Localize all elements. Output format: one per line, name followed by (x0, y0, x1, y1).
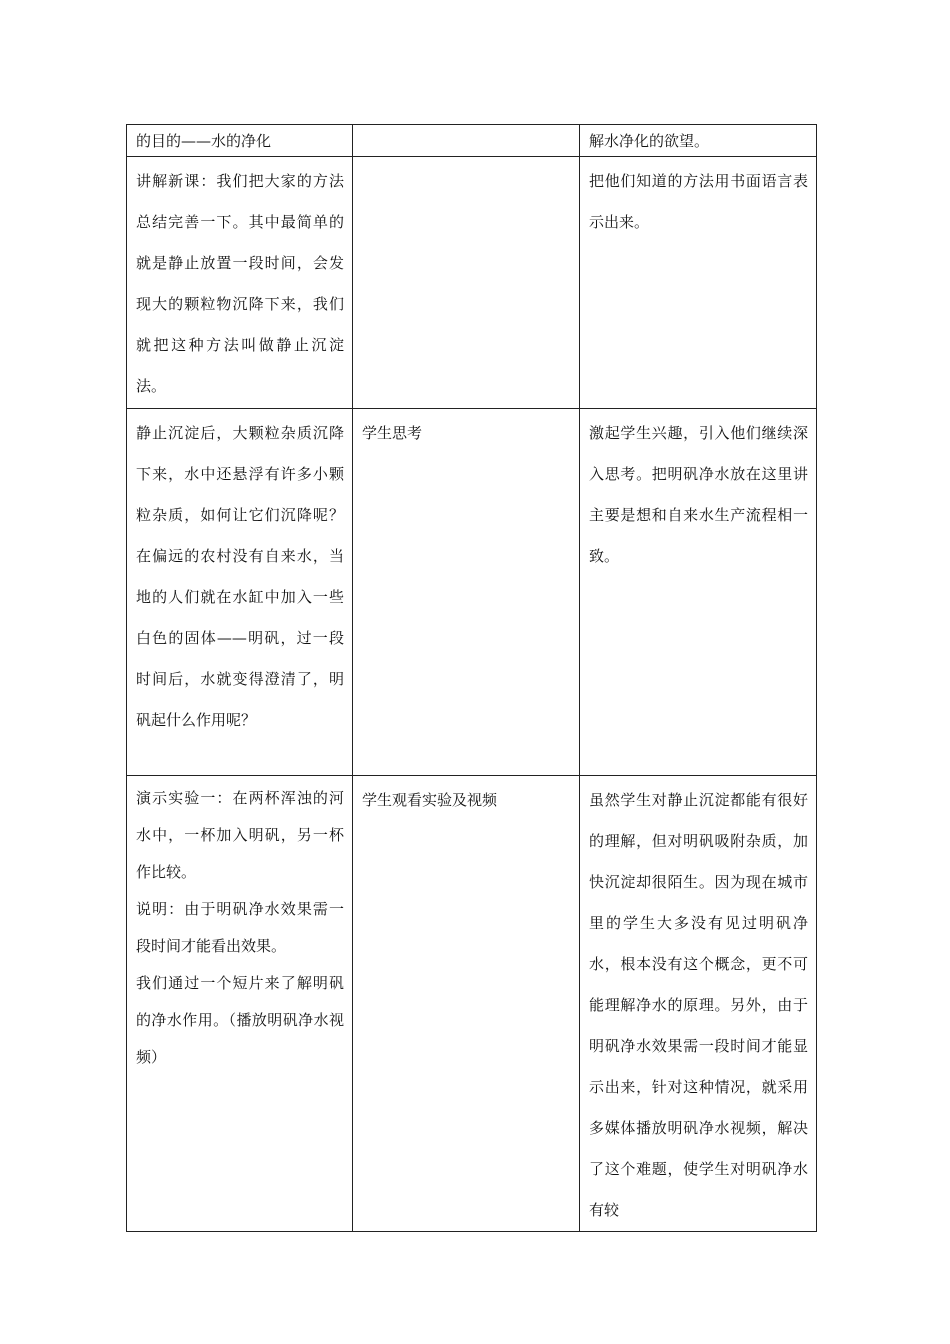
student-activity-cell (353, 776, 580, 1232)
lesson-plan-table (126, 124, 817, 1232)
design-intent-cell (580, 125, 817, 157)
cell-text: 激起学生兴趣，引入他们继续深入思考。把明矾净水放在这里讲主要是想和自来水生产流程相一致。 (589, 424, 808, 565)
design-intent-cell (580, 776, 817, 1232)
design-intent-cell (580, 409, 817, 776)
table-row (127, 409, 817, 776)
cell-paragraph: 说明：由于明矾净水效果需一段时间才能看出效果。 (136, 900, 344, 955)
teacher-activity-cell (127, 776, 353, 1232)
cell-text: 解水净化的欲望。 (589, 132, 710, 150)
student-activity-cell (353, 157, 580, 409)
cell-paragraph: 我们通过一个短片来了解明矾的净水作用。（播放明矾净水视频） (136, 974, 344, 1066)
cell-text: 的目的——水的净化 (136, 132, 272, 150)
table-row (127, 125, 817, 157)
teacher-activity-cell (127, 409, 353, 776)
cell-text: 讲解新课：我们把大家的方法总结完善一下。其中最简单的就是静止放置一段时间，会发现大的颗粒物沉降下来，我们就把这种方法叫做静止沉淀法。 (136, 172, 344, 395)
cell-text: 学生思考 (362, 424, 423, 442)
cell-text: 静止沉淀后，大颗粒杂质沉降下来，水中还悬浮有许多小颗粒杂质，如何让它们沉降呢？在偏远的农村没有自来水，当地的人们就在水缸中加入一些白色的固体——明矾，过一段时间后，水就变得澄清了，明矾起什么作用呢？ (136, 424, 344, 729)
student-activity-cell (353, 409, 580, 776)
teacher-activity-cell (127, 125, 353, 157)
cell-paragraph: 演示实验一：在两杯浑浊的河水中，一杯加入明矾，另一杯作比较。 (136, 789, 344, 881)
student-activity-cell (353, 125, 580, 157)
cell-text: 学生观看实验及视频 (362, 791, 498, 809)
design-intent-cell (580, 157, 817, 409)
table-row (127, 157, 817, 409)
cell-text: 虽然学生对静止沉淀都能有很好的理解，但对明矾吸附杂质，加快沉淀却很陌生。因为现在城市里的学生大多没有见过明矾净水，根本没有这个概念，更不可能理解净水的原理。另外，由于明矾净水效果需一段时间才能显示出来，针对这种情况，就采用多媒体播放明矾净水视频，解决了这个难题，使学生对明矾净水有较 (589, 791, 808, 1219)
teacher-activity-cell (127, 157, 353, 409)
table-row (127, 776, 817, 1232)
cell-text: 把他们知道的方法用书面语言表示出来。 (589, 172, 808, 231)
